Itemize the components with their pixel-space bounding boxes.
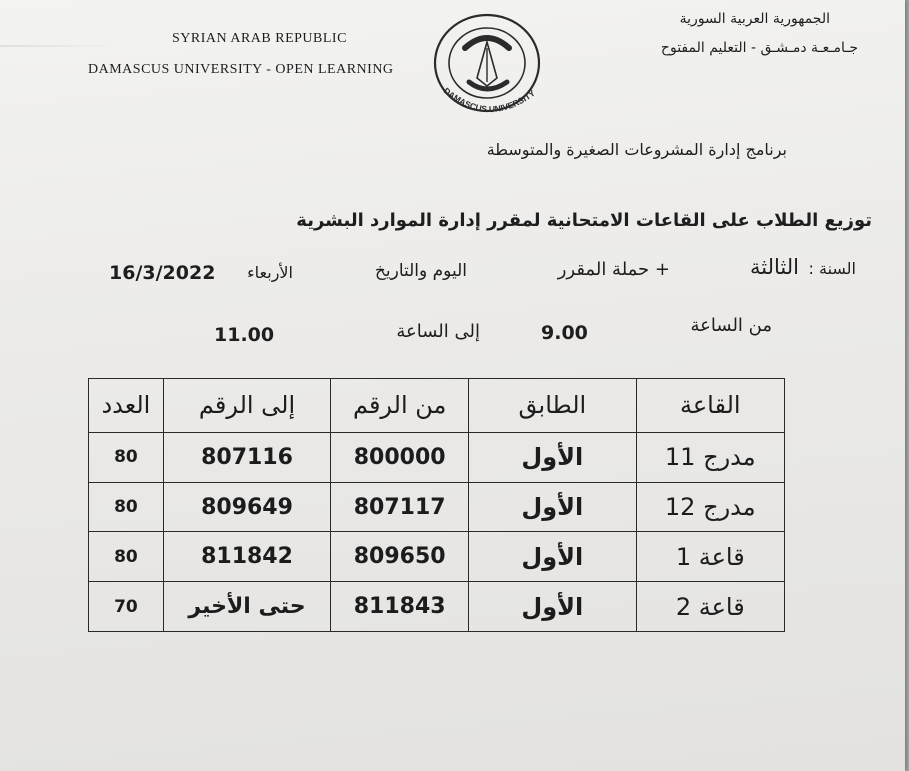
cell-hall: مدرج 12 — [636, 482, 784, 532]
header-en-university: DAMASCUS UNIVERSITY - OPEN LEARNING — [88, 62, 394, 77]
document-title: توزيع الطلاب على القاعات الامتحانية لمقرر إدارة الموارد البشرية — [296, 210, 872, 231]
table-row — [89, 432, 785, 482]
header-count: العدد — [89, 379, 164, 433]
cell-from-number: 811843 — [331, 582, 469, 632]
cell-hall: مدرج 11 — [636, 432, 784, 482]
header-floor: الطابق — [469, 379, 636, 433]
cell-count: 80 — [89, 532, 164, 582]
to-time-label: إلى الساعة — [396, 321, 480, 342]
cell-count: 70 — [89, 582, 164, 632]
table-row — [89, 582, 785, 632]
cell-floor: الأول — [469, 482, 636, 532]
table-row — [89, 532, 785, 582]
cell-from-number: 809650 — [331, 532, 469, 582]
day-date-label: اليوم والتاريخ — [374, 261, 467, 281]
cell-from-number: 807117 — [331, 482, 469, 532]
cell-to-number: 811842 — [163, 532, 330, 582]
header-ar-university: جـامـعـة دمـشـق - التعليم المفتوح — [660, 40, 858, 56]
header-to-number: إلى الرقم — [163, 379, 330, 433]
from-time: 9.00 — [541, 322, 588, 344]
table-header-row — [89, 379, 785, 433]
cell-to-number: حتى الأخير — [163, 582, 330, 632]
program-name: برنامج إدارة المشروعات الصغيرة والمتوسطة — [486, 140, 787, 159]
year-value: الثالثة — [750, 255, 799, 279]
cell-count: 80 — [89, 482, 164, 532]
carriers-note: + حملة المقرر — [557, 259, 670, 280]
hall-distribution-table — [88, 378, 785, 632]
table-row — [89, 482, 785, 532]
cell-floor: الأول — [469, 532, 636, 582]
cell-hall: قاعة 1 — [636, 532, 784, 582]
cell-floor: الأول — [469, 582, 636, 632]
cell-to-number: 807116 — [163, 432, 330, 482]
year-label: السنة : — [808, 259, 856, 278]
cell-hall: قاعة 2 — [636, 582, 784, 632]
header-en-country: SYRIAN ARAB REPUBLIC — [172, 31, 347, 46]
university-seal-icon — [425, 8, 553, 126]
paper-fold — [0, 45, 120, 47]
header-ar-country: الجمهورية العربية السورية — [679, 11, 830, 27]
seal-text: DAMASCUS UNIVERSITY — [441, 85, 537, 115]
header-from-number: من الرقم — [331, 379, 469, 433]
cell-floor: الأول — [469, 432, 636, 482]
exam-day: الأربعاء — [247, 263, 293, 282]
cell-to-number: 809649 — [163, 482, 330, 532]
header-hall: القاعة — [636, 379, 784, 433]
exam-date: 16/3/2022 — [109, 262, 216, 284]
to-time: 11.00 — [214, 324, 275, 346]
cell-from-number: 800000 — [331, 432, 469, 482]
from-time-label: من الساعة — [690, 315, 772, 336]
cell-count: 80 — [89, 432, 164, 482]
